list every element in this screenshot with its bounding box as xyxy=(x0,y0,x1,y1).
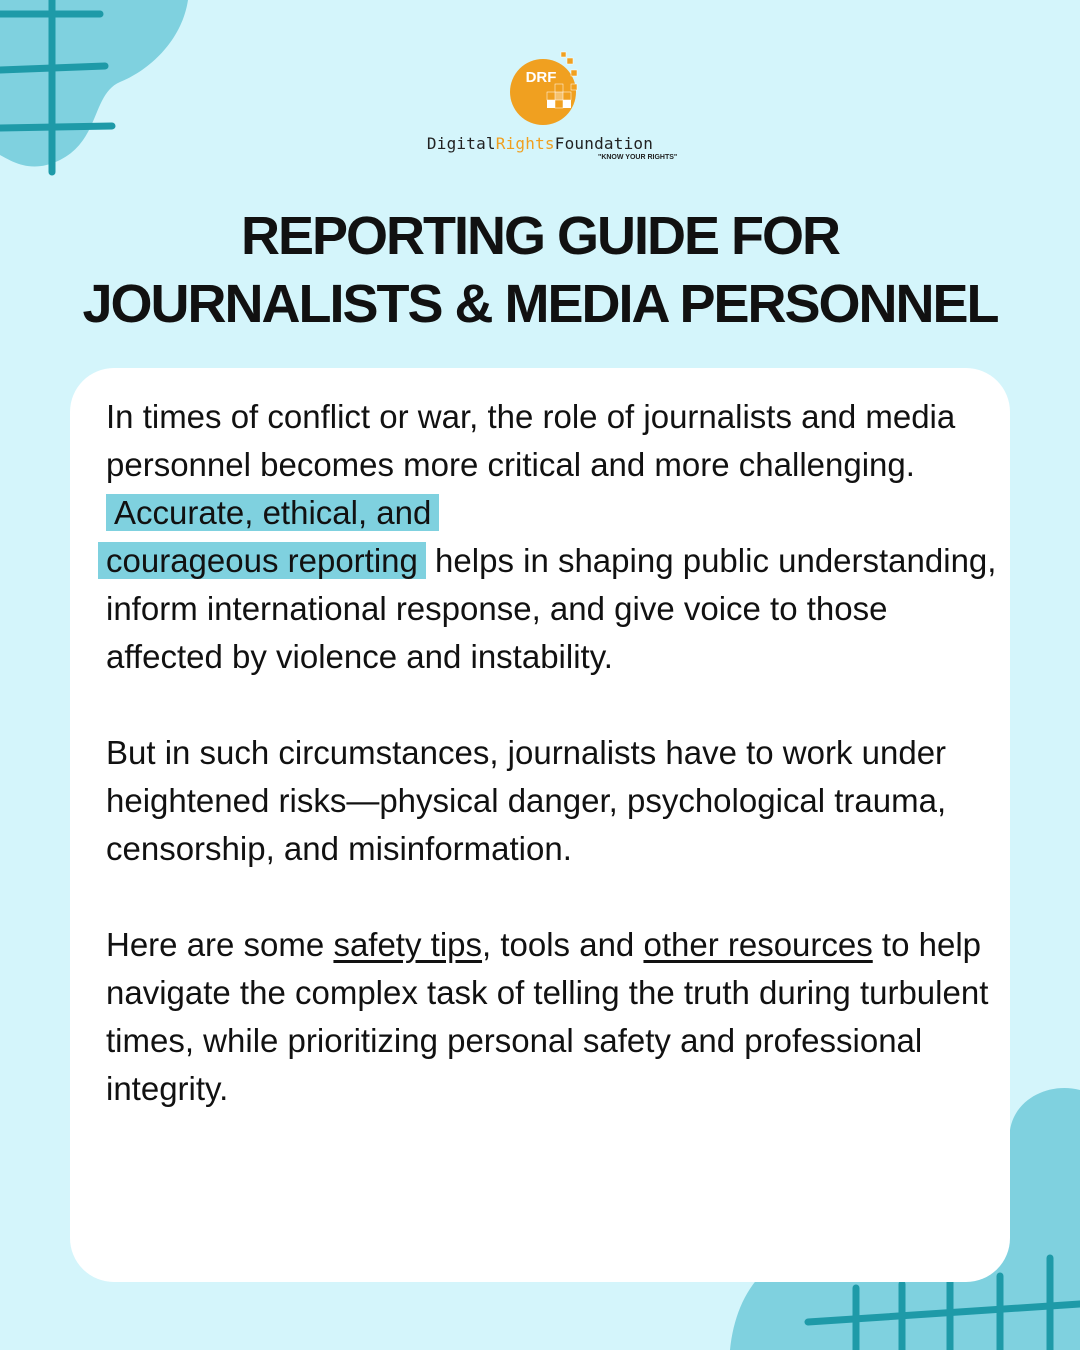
safety-tips-link[interactable]: safety tips xyxy=(333,926,483,963)
paragraph-3-part-3: to help navigate the complex task of telling the truth during turbulent times, while prioritizing personal safety and professional integrity. xyxy=(106,926,989,1107)
drf-logo-name xyxy=(0,134,1080,153)
logo-name-digital: Digital xyxy=(426,134,496,153)
drf-logo-mark-text: DRF xyxy=(525,69,557,86)
drf-logo-tagline: "KNOW YOUR RIGHTS" xyxy=(598,154,678,161)
title-line-1: REPORTING GUIDE FOR xyxy=(240,206,840,266)
paragraph-2: But in such circumstances, journalists have to work under heightened risks—physical danger, psychological trauma, censorship, and misinformation. xyxy=(106,734,947,867)
drf-logo-mark xyxy=(505,48,585,128)
paragraph-1-intro: In times of conflict or war, the role of journalists and media personnel becomes more critical and more challenging. xyxy=(106,398,956,483)
page-title xyxy=(0,202,1080,338)
paragraph-1-rest: helps in shaping public understanding, inform international response, and give voice to those affected by violence and instability. xyxy=(106,542,997,675)
drf-logo xyxy=(0,48,1080,178)
title-line-2: JOURNALISTS & MEDIA PERSONNEL xyxy=(82,274,998,334)
other-resources-link[interactable]: other resources xyxy=(643,926,873,963)
paragraph-3-part-2: , tools and xyxy=(482,926,635,963)
paragraph-3 xyxy=(106,921,1006,1113)
highlight-accurate-ethical: Accurate, ethical, and xyxy=(106,494,439,531)
logo-name-foundation: Foundation xyxy=(554,134,654,153)
paragraph-1 xyxy=(106,393,1006,681)
paragraph-3-part-1: Here are some xyxy=(106,926,325,963)
logo-name-rights: Rights xyxy=(495,134,555,153)
card-body xyxy=(106,393,1006,1161)
highlight-courageous-reporting: courageous reporting xyxy=(98,542,426,579)
